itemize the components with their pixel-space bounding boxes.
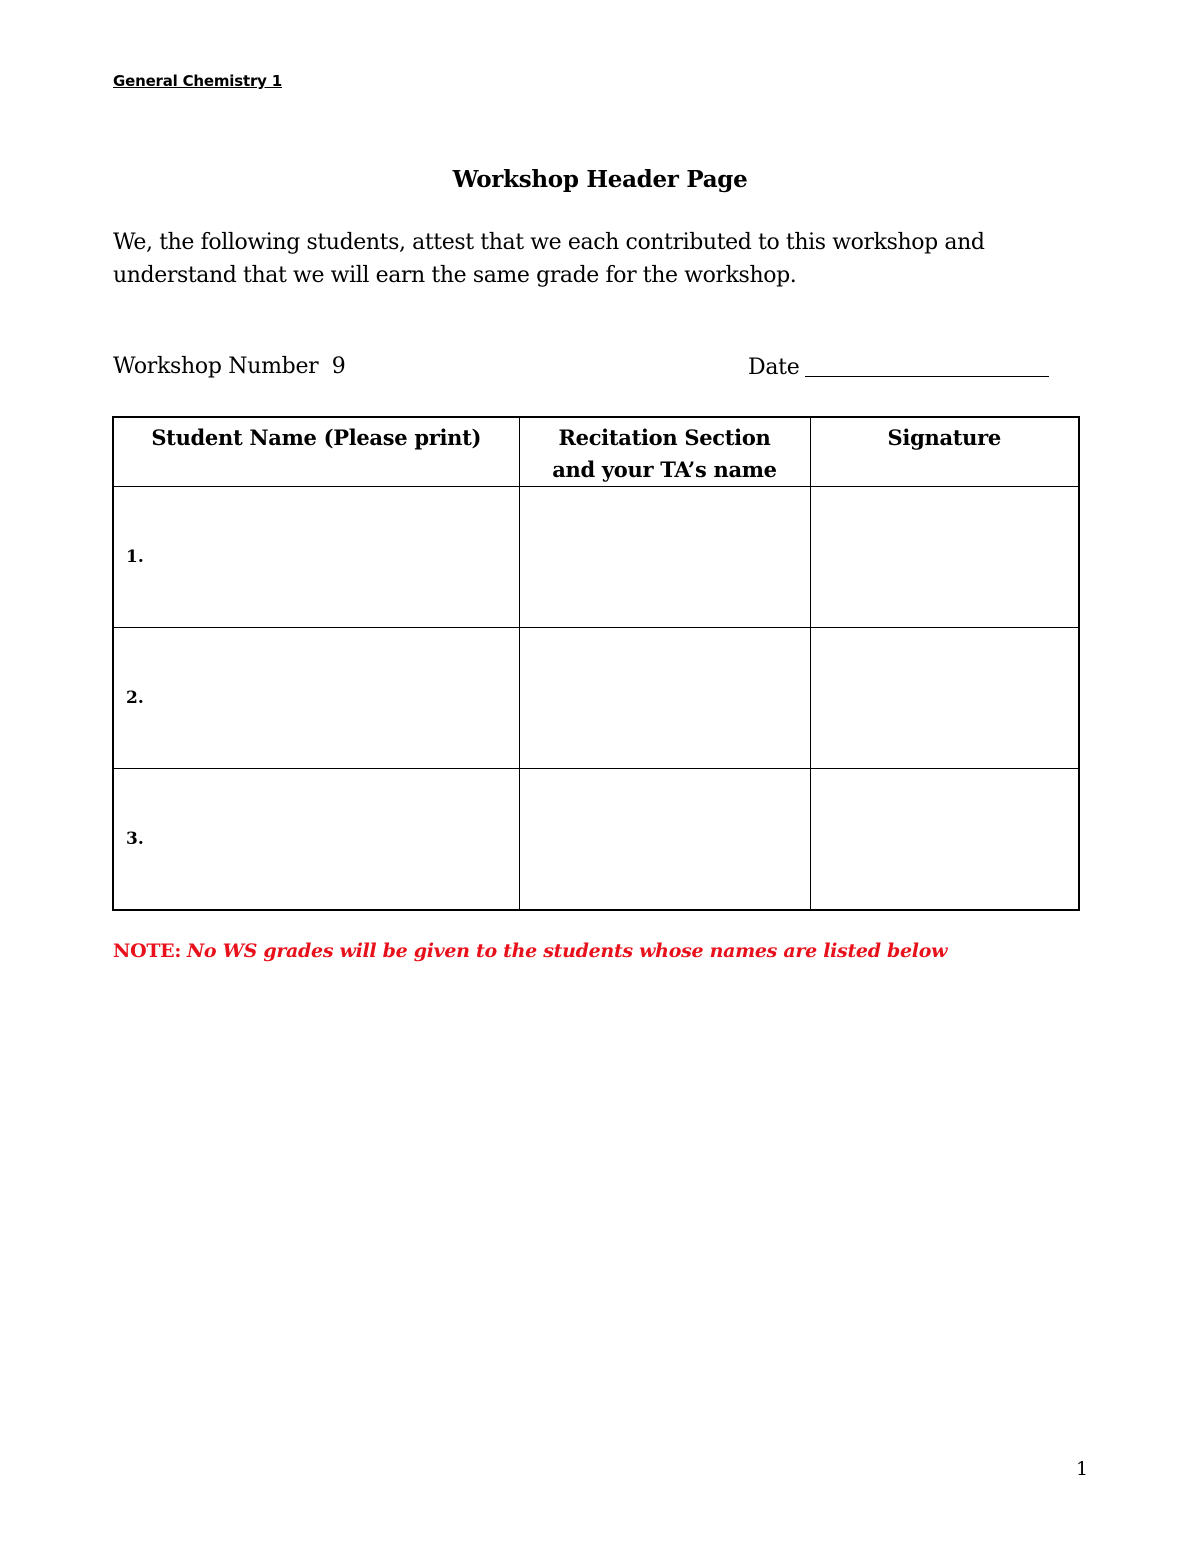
workshop-number-label: Workshop Number (113, 354, 319, 379)
date-label: Date (748, 355, 800, 380)
workshop-number-value: 9 (331, 354, 346, 379)
row-number: 3. (126, 829, 144, 849)
page-number: 1 (1076, 1458, 1089, 1480)
signature-cell[interactable] (810, 769, 1079, 911)
student-table (112, 416, 1080, 911)
header-student-name: Student Name (Please print) (113, 417, 519, 487)
signature-cell[interactable] (810, 487, 1079, 628)
signature-cell[interactable] (810, 628, 1079, 769)
table-row (113, 487, 1079, 628)
note-text: No WS grades will be given to the students whose names are listed below (186, 940, 948, 962)
workshop-number-line (113, 354, 346, 379)
recitation-section-cell[interactable] (519, 769, 810, 911)
student-name-cell[interactable] (113, 769, 519, 911)
student-name-cell[interactable] (113, 487, 519, 628)
note (113, 940, 947, 962)
attestation-text: We, the following students, attest that we each contributed to this workshop and understand that we will earn the same grade for the workshop. (113, 230, 985, 288)
note-label: NOTE: (113, 940, 182, 962)
date-blank-field[interactable] (805, 354, 1049, 377)
recitation-section-cell[interactable] (519, 628, 810, 769)
header-recitation-section: Recitation Section and your TA’s name (519, 417, 810, 487)
table-row (113, 628, 1079, 769)
row-number: 1. (126, 547, 144, 567)
page-title: Workshop Header Page (452, 166, 748, 193)
student-name-cell[interactable] (113, 628, 519, 769)
table-header-row (113, 417, 1079, 487)
row-number: 2. (126, 688, 144, 708)
course-header: General Chemistry 1 (113, 72, 282, 90)
table-row (113, 769, 1079, 911)
recitation-section-cell[interactable] (519, 487, 810, 628)
header-signature: Signature (810, 417, 1079, 487)
date-line (748, 354, 1049, 380)
